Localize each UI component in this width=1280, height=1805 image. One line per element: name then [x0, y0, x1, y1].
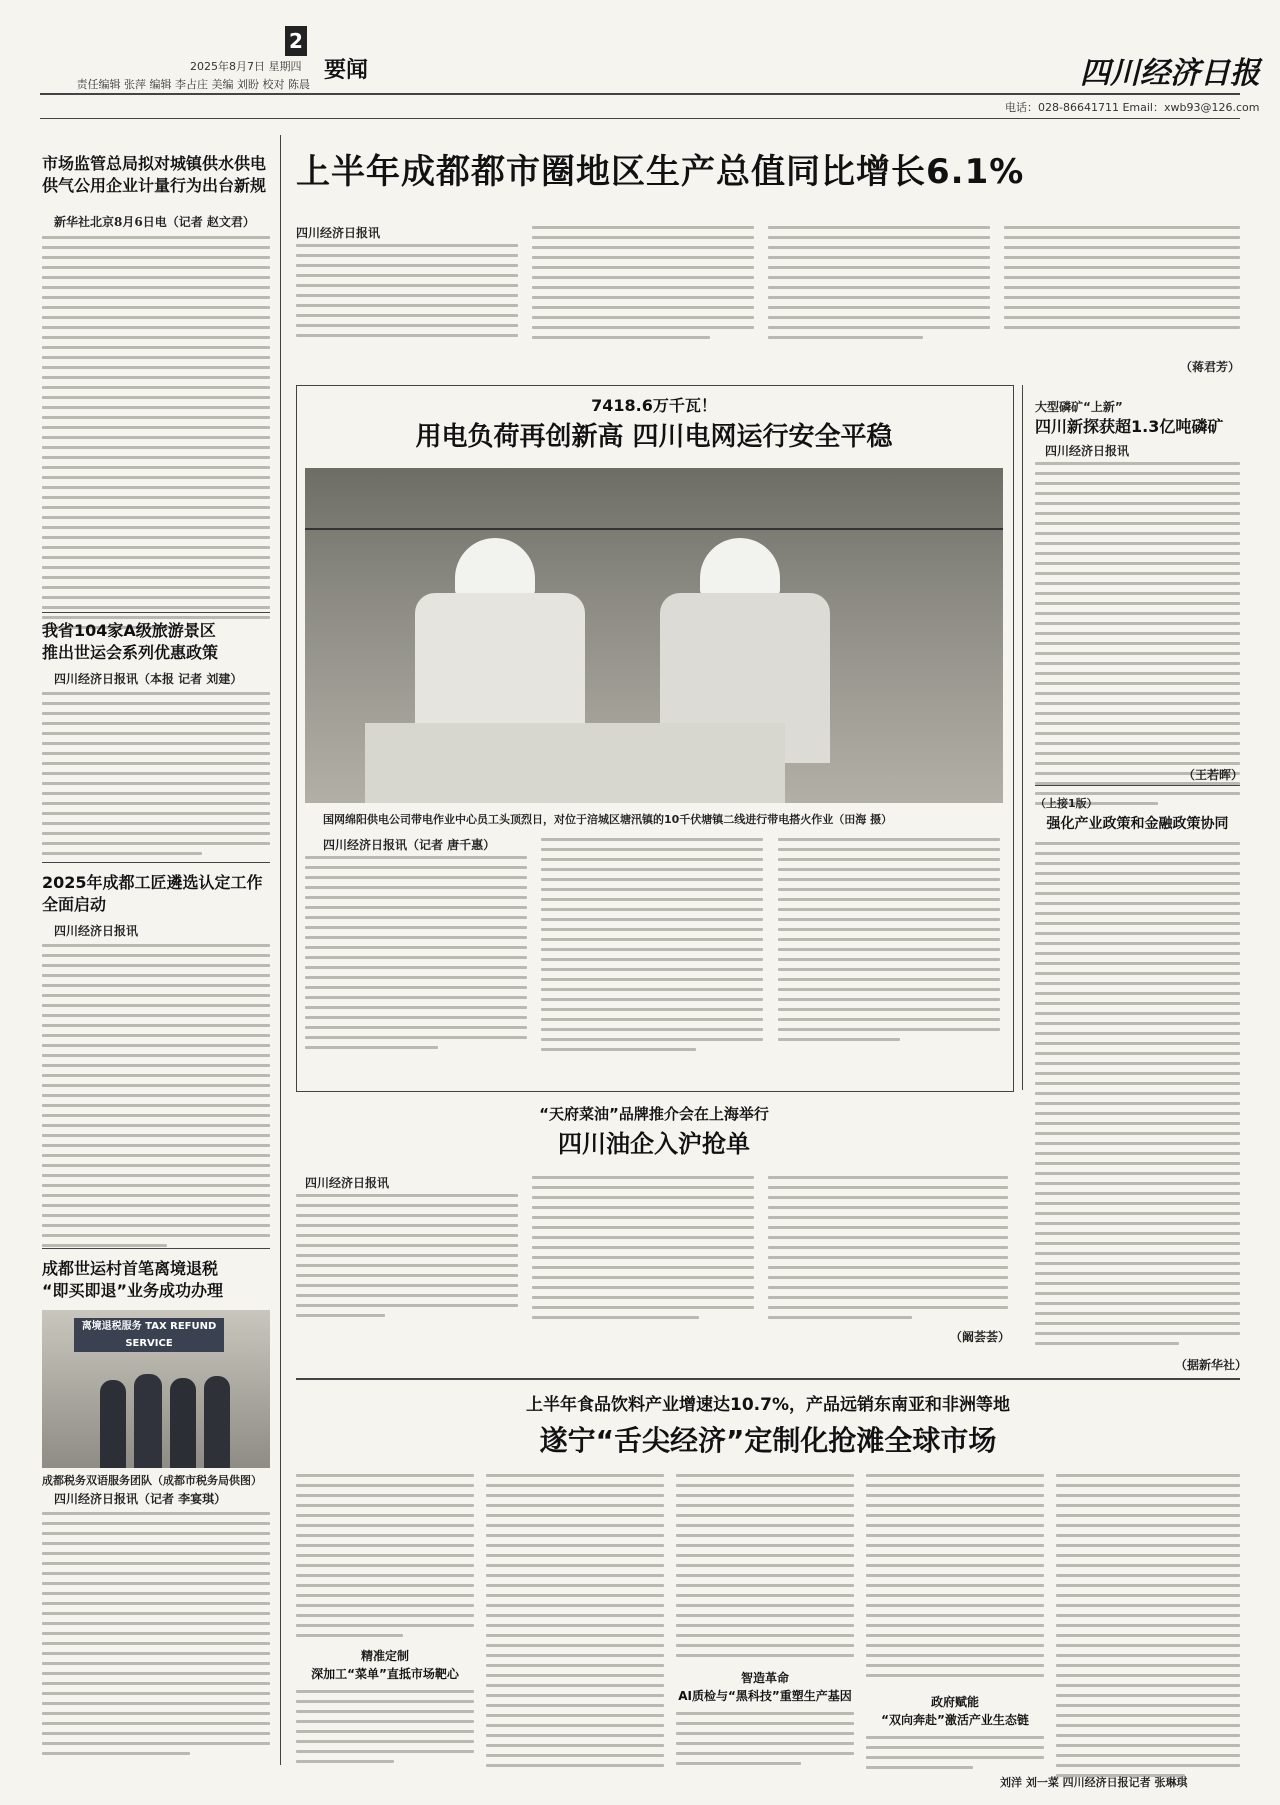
- middle-byline: 四川经济日报讯: [305, 1176, 390, 1190]
- left-s2-title-b: 推出世运会系列优惠政策: [42, 643, 219, 662]
- bottom-col-4: [866, 1474, 1044, 1684]
- bottom-sub3-a: 政府赋能: [930, 1695, 979, 1709]
- bottom-kicker: 上半年食品饮料产业增速达10.7%，产品远销东南亚和非洲等地: [526, 1395, 1010, 1415]
- power-workers-photo-caption: 国网绵阳供电公司带电作业中心员工头顶烈日，对位于涪城区塘汛镇的10千伏塘镇二线进行带电搭火作业（田海 摄）: [323, 813, 893, 826]
- right-s1-author: （王若晖）: [1183, 768, 1244, 782]
- left-divider-2: [42, 862, 270, 863]
- right-s1-kicker: 大型磷矿“上新”: [1035, 400, 1123, 414]
- tax-service-sign: 离境退税服务 TAX REFUND SERVICE: [81, 1321, 217, 1349]
- bottom-sub2-a: 智造革命: [740, 1671, 789, 1685]
- tax-service-sign-board: [74, 1318, 224, 1352]
- bottom-col-5: [1056, 1474, 1240, 1784]
- right-divider: [1035, 785, 1240, 786]
- left-s3-title-a: 2025年成都工匠遴选认定工作: [42, 873, 263, 892]
- right-s2-author: （据新华社）: [1175, 1358, 1248, 1372]
- bucket-platform: [365, 723, 785, 803]
- bottom-col-1: [296, 1474, 474, 1644]
- right-s1-body: [1035, 462, 1240, 812]
- bottom-sub2-b: AI质检与“黑科技”重塑生产基因: [678, 1689, 852, 1703]
- date-line: 2025年8月7日 星期四: [190, 60, 302, 73]
- middle-col-3: [768, 1176, 1008, 1326]
- middle-kicker: “天府菜油”品牌推介会在上海举行: [539, 1105, 769, 1123]
- person-1: [100, 1380, 126, 1468]
- middle-title: 四川油企入沪抢单: [558, 1130, 750, 1158]
- left-divider-1: [42, 612, 270, 613]
- bottom-title: 遂宁“舌尖经济”定制化抢滩全球市场: [539, 1424, 997, 1457]
- feature-kicker: 7418.6万千瓦！: [591, 396, 717, 415]
- middle-author: （阚荟荟）: [950, 1330, 1011, 1344]
- tax-service-photo-caption: 成都税务双语服务团队（成都市税务局供图）: [42, 1474, 262, 1487]
- bottom-top-rule: [296, 1378, 1240, 1380]
- left-column-rule: [280, 135, 281, 1765]
- bottom-sub1-a: 精准定制: [360, 1649, 409, 1663]
- header-thin-rule: [40, 118, 1240, 119]
- left-s1-body: [42, 236, 270, 636]
- worker-1-helmet: [455, 538, 535, 596]
- bottom-sub3-b: “双向奔赴”激活产业生态链: [881, 1713, 1029, 1727]
- left-s4-title-a: 成都世运村首笔离境退税: [42, 1259, 219, 1278]
- header-rule: [40, 93, 1240, 95]
- left-s2-title-a: 我省104家A级旅游景区: [42, 621, 216, 640]
- middle-col-1: [296, 1194, 518, 1324]
- person-3: [170, 1378, 196, 1468]
- person-2: [134, 1374, 162, 1468]
- lead-col-4: [1004, 226, 1240, 336]
- left-s4-body: [42, 1512, 270, 1762]
- right-s1-byline: 四川经济日报讯: [1045, 444, 1130, 458]
- right-s2-body: [1035, 842, 1240, 1352]
- left-s2-body: [42, 692, 270, 862]
- lead-col-1: [296, 244, 518, 344]
- power-line: [305, 528, 1003, 530]
- left-s3-title-b: 全面启动: [42, 895, 107, 914]
- middle-col-2: [532, 1176, 754, 1326]
- left-s2-byline: 四川经济日报讯（本报 记者 刘建）: [54, 672, 243, 686]
- left-s3-byline: 四川经济日报讯: [54, 924, 139, 938]
- power-workers-photo: [305, 468, 1003, 803]
- left-s4-title-b: “即买即退”业务成功办理: [42, 1281, 224, 1300]
- person-4: [204, 1376, 230, 1468]
- feature-byline: 四川经济日报讯（记者 唐千惠）: [323, 838, 496, 852]
- lead-col-2: [532, 226, 754, 346]
- right-s2-kicker: （上接1版）: [1035, 797, 1098, 810]
- left-s1-title: 市场监管总局拟对城镇供水供电供气公用企业计量行为出台新规: [42, 154, 267, 195]
- left-s1-byline: 新华社北京8月6日电（记者 赵文君）: [54, 215, 255, 229]
- right-column-rule: [1022, 385, 1023, 1090]
- left-s3-body: [42, 944, 270, 1254]
- feature-col-1: [305, 856, 527, 1056]
- page-number-box: [285, 26, 307, 56]
- feature-title: 用电负荷再创新高 四川电网运行安全平稳: [415, 422, 893, 452]
- left-s4-byline: 四川经济日报讯（记者 李宴琪）: [54, 1492, 227, 1506]
- bottom-col-3-tail: [676, 1712, 854, 1772]
- tax-service-photo: [42, 1310, 270, 1468]
- right-s1-title: 四川新探获超1.3亿吨磷矿: [1035, 417, 1224, 436]
- section-title: 要闻: [324, 58, 369, 83]
- worker-2-helmet: [700, 538, 780, 596]
- right-s2-title: 强化产业政策和金融政策协同: [1046, 816, 1229, 832]
- bottom-col-2: [486, 1474, 664, 1774]
- page-number: 2: [289, 29, 303, 53]
- masthead: 四川经济日报: [1080, 56, 1260, 91]
- feature-col-3: [778, 838, 1000, 1048]
- left-divider-3: [42, 1248, 270, 1249]
- feature-col-2: [541, 838, 763, 1058]
- bottom-col-4-tail: [866, 1736, 1044, 1776]
- lead-col-3: [768, 226, 990, 346]
- bottom-footer: 刘洋 刘一菜 四川经济日报记者 张琳琪: [1000, 1776, 1188, 1789]
- lead-headline: 上半年成都都市圈地区生产总值同比增长6.1%: [296, 152, 1025, 192]
- lead-byline: 四川经济日报讯: [296, 226, 381, 240]
- bottom-col-1-tail: [296, 1690, 474, 1770]
- lead-author: （蒋君芳）: [1180, 360, 1241, 374]
- editors-line: 责任编辑 张萍 编辑 李占庄 美编 刘盼 校对 陈晨: [76, 78, 310, 91]
- bottom-sub1-b: 深加工“菜单”直抵市场靶心: [311, 1667, 459, 1681]
- bottom-col-3: [676, 1474, 854, 1664]
- contact-line: 电话：028-86641711 Email：xwb93@126.com: [1005, 101, 1260, 114]
